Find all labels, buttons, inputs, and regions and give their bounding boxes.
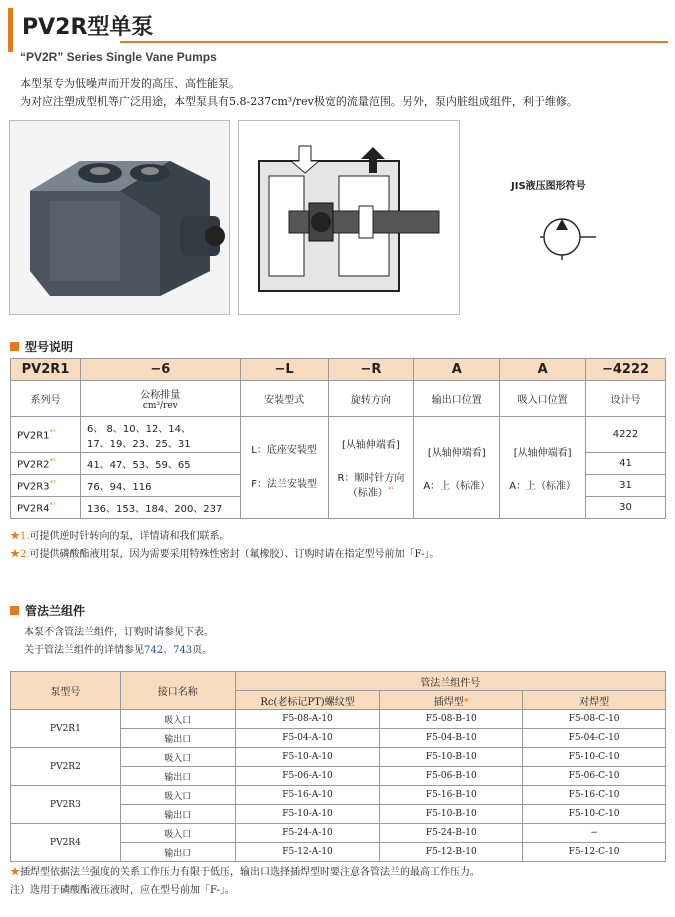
header-thread-type: Rc(老标记PT)螺纹型 [235, 691, 380, 710]
model-code-table [10, 358, 666, 519]
series-cell: $PV2R3^{*^1}$ [11, 475, 81, 497]
jis-symbol-label: JIS液压图形符号 [511, 181, 586, 192]
intro-line-2: 为对应注塑成型机等广泛用途，本型泵具有5.8-237cm³/rev极宽的流量范围。另外，泵内脏组成组件，利于维修。 [20, 95, 578, 108]
header-butt-type: 对焊型 [523, 691, 666, 710]
butt-cell: F5-08-C-10 [523, 710, 666, 729]
table-row [11, 824, 666, 843]
series-cell: $PV2R4^{*^1}$ [11, 497, 81, 519]
series-cell: $PV2R2^{*^1}$ [11, 453, 81, 475]
design-cell: 41 [586, 453, 666, 475]
butt-cell: F5-04-C-10 [523, 729, 666, 748]
socket-cell: F5-10-B-10 [380, 805, 523, 824]
note-1: ★1.可提供逆时针转向的泵，详情请和我们联系。 [10, 531, 230, 542]
header-rule [120, 41, 668, 43]
section-marker [10, 342, 19, 351]
header-pump-model: 泵型号 [11, 672, 121, 710]
thread-cell: F5-10-A-10 [235, 748, 380, 767]
mount-cell: L：底座安装型 F：法兰安装型 [240, 417, 328, 519]
flange-note-2: 注）选用于磷酸酯液压液时，应在型号前加「F-」。 [10, 885, 235, 896]
page-reference-link[interactable]: 742、743 [144, 645, 193, 656]
header-rotation: 旋转方向 [328, 381, 414, 417]
model-header-row [11, 381, 666, 417]
port-cell: 输出口 [120, 843, 235, 862]
socket-cell: F5-04-B-10 [380, 729, 523, 748]
port-cell: 吸入口 [120, 824, 235, 843]
pump-model-cell: PV2R3 [11, 786, 121, 824]
header-socket-type: 插焊型* [380, 691, 523, 710]
note-2: ★2.可提供磷酸酯液用泵，因为需要采用特殊性密封（氟橡胶）、订购时请在指定型号前加「F-」。 [10, 549, 440, 560]
design-cell: 30 [586, 497, 666, 519]
butt-cell: F5-06-C-10 [523, 767, 666, 786]
page-header [8, 8, 668, 52]
thread-cell: F5-10-A-10 [235, 805, 380, 824]
table-row [11, 786, 666, 805]
socket-cell: F5-16-B-10 [380, 786, 523, 805]
header-inlet: 吸入口位置 [500, 381, 586, 417]
pump-photo [9, 120, 230, 315]
thread-cell: F5-06-A-10 [235, 767, 380, 786]
page-subtitle: “PV2R” Series Single Vane Pumps [20, 50, 217, 64]
page-title: PV2R型单泵 [22, 15, 154, 40]
header-outlet: 输出口位置 [414, 381, 500, 417]
section-marker [10, 606, 19, 615]
code-rotation: −R [328, 359, 414, 381]
code-design: −4222 [586, 359, 666, 381]
header-kit-number: 管法兰组件号 [235, 672, 665, 691]
pump-model-cell: PV2R4 [11, 824, 121, 862]
port-cell: 输出口 [120, 767, 235, 786]
table-row [11, 417, 666, 453]
flange-note-1: ★插焊型依据法兰强度的关系工作压力有限于低压，输出口选择插焊型时要注意各管法兰的最高工作压力。 [10, 867, 480, 878]
displacement-cell: 6、 8、10、12、14、 17、19、23、25、31 [80, 417, 240, 453]
code-mount: −L [240, 359, 328, 381]
displacement-cell: 136、153、184、200、237 [80, 497, 240, 519]
socket-cell: F5-06-B-10 [380, 767, 523, 786]
thread-cell: F5-16-A-10 [235, 786, 380, 805]
table-row [11, 748, 666, 767]
header-mount: 安装型式 [240, 381, 328, 417]
pump-model-cell: PV2R1 [11, 710, 121, 748]
model-notes [10, 528, 439, 564]
socket-cell: F5-12-B-10 [380, 843, 523, 862]
header-displacement: 公称排量 cm³/rev [80, 381, 240, 417]
code-displacement: −6 [80, 359, 240, 381]
butt-cell: F5-12-C-10 [523, 843, 666, 862]
rotation-cell: [从轴伸端看] R：顺时针方向 （标准）$^{*^1}$ [328, 417, 414, 519]
port-cell: 输出口 [120, 805, 235, 824]
socket-cell: F5-10-B-10 [380, 748, 523, 767]
butt-cell: F5-10-C-10 [523, 748, 666, 767]
code-inlet: A [500, 359, 586, 381]
section-flange-title: 管法兰组件 [10, 602, 85, 619]
socket-cell: F5-24-B-10 [380, 824, 523, 843]
pump-model-cell: PV2R2 [11, 748, 121, 786]
port-cell: 吸入口 [120, 786, 235, 805]
flange-kit-table [10, 671, 666, 862]
butt-cell: F5-16-C-10 [523, 786, 666, 805]
port-cell: 吸入口 [120, 748, 235, 767]
header-accent-bar [8, 8, 13, 52]
model-code-row [11, 359, 666, 381]
port-cell: 吸入口 [120, 710, 235, 729]
displacement-cell: 76、94、116 [80, 475, 240, 497]
header-port-name: 接口名称 [120, 672, 235, 710]
flange-intro: 本泵不含管法兰组件，订购时请参见下表。 关于管法兰组件的详情参见742、743页。 [24, 627, 214, 656]
header-design: 设计号 [586, 381, 666, 417]
inlet-cell: [从轴伸端看] A：上（标准） [500, 417, 586, 519]
thread-cell: F5-08-A-10 [235, 710, 380, 729]
butt-cell: − [523, 824, 666, 843]
intro-line-1: 本型泵专为低噪声而开发的高压、高性能泵。 [20, 77, 240, 90]
intro-text [20, 75, 578, 111]
cross-section-diagram [238, 120, 460, 315]
flange-header-row [11, 672, 666, 691]
thread-cell: F5-24-A-10 [235, 824, 380, 843]
thread-cell: F5-04-A-10 [235, 729, 380, 748]
port-cell: 输出口 [120, 729, 235, 748]
table-row [11, 710, 666, 729]
socket-cell: F5-08-B-10 [380, 710, 523, 729]
design-cell: 31 [586, 475, 666, 497]
header-series: 系列号 [11, 381, 81, 417]
design-cell: 4222 [586, 417, 666, 453]
outlet-cell: [从轴伸端看] A：上（标准） [414, 417, 500, 519]
series-cell: $PV2R1^{*^1}$ [11, 417, 81, 453]
code-outlet: A [414, 359, 500, 381]
pump-symbol-icon [540, 214, 600, 263]
code-series: PV2R1 [11, 359, 81, 381]
displacement-cell: 41、47、53、59、65 [80, 453, 240, 475]
section-model-title: 型号说明 [10, 338, 73, 355]
thread-cell: F5-12-A-10 [235, 843, 380, 862]
flange-notes [10, 864, 480, 900]
butt-cell: F5-10-C-10 [523, 805, 666, 824]
